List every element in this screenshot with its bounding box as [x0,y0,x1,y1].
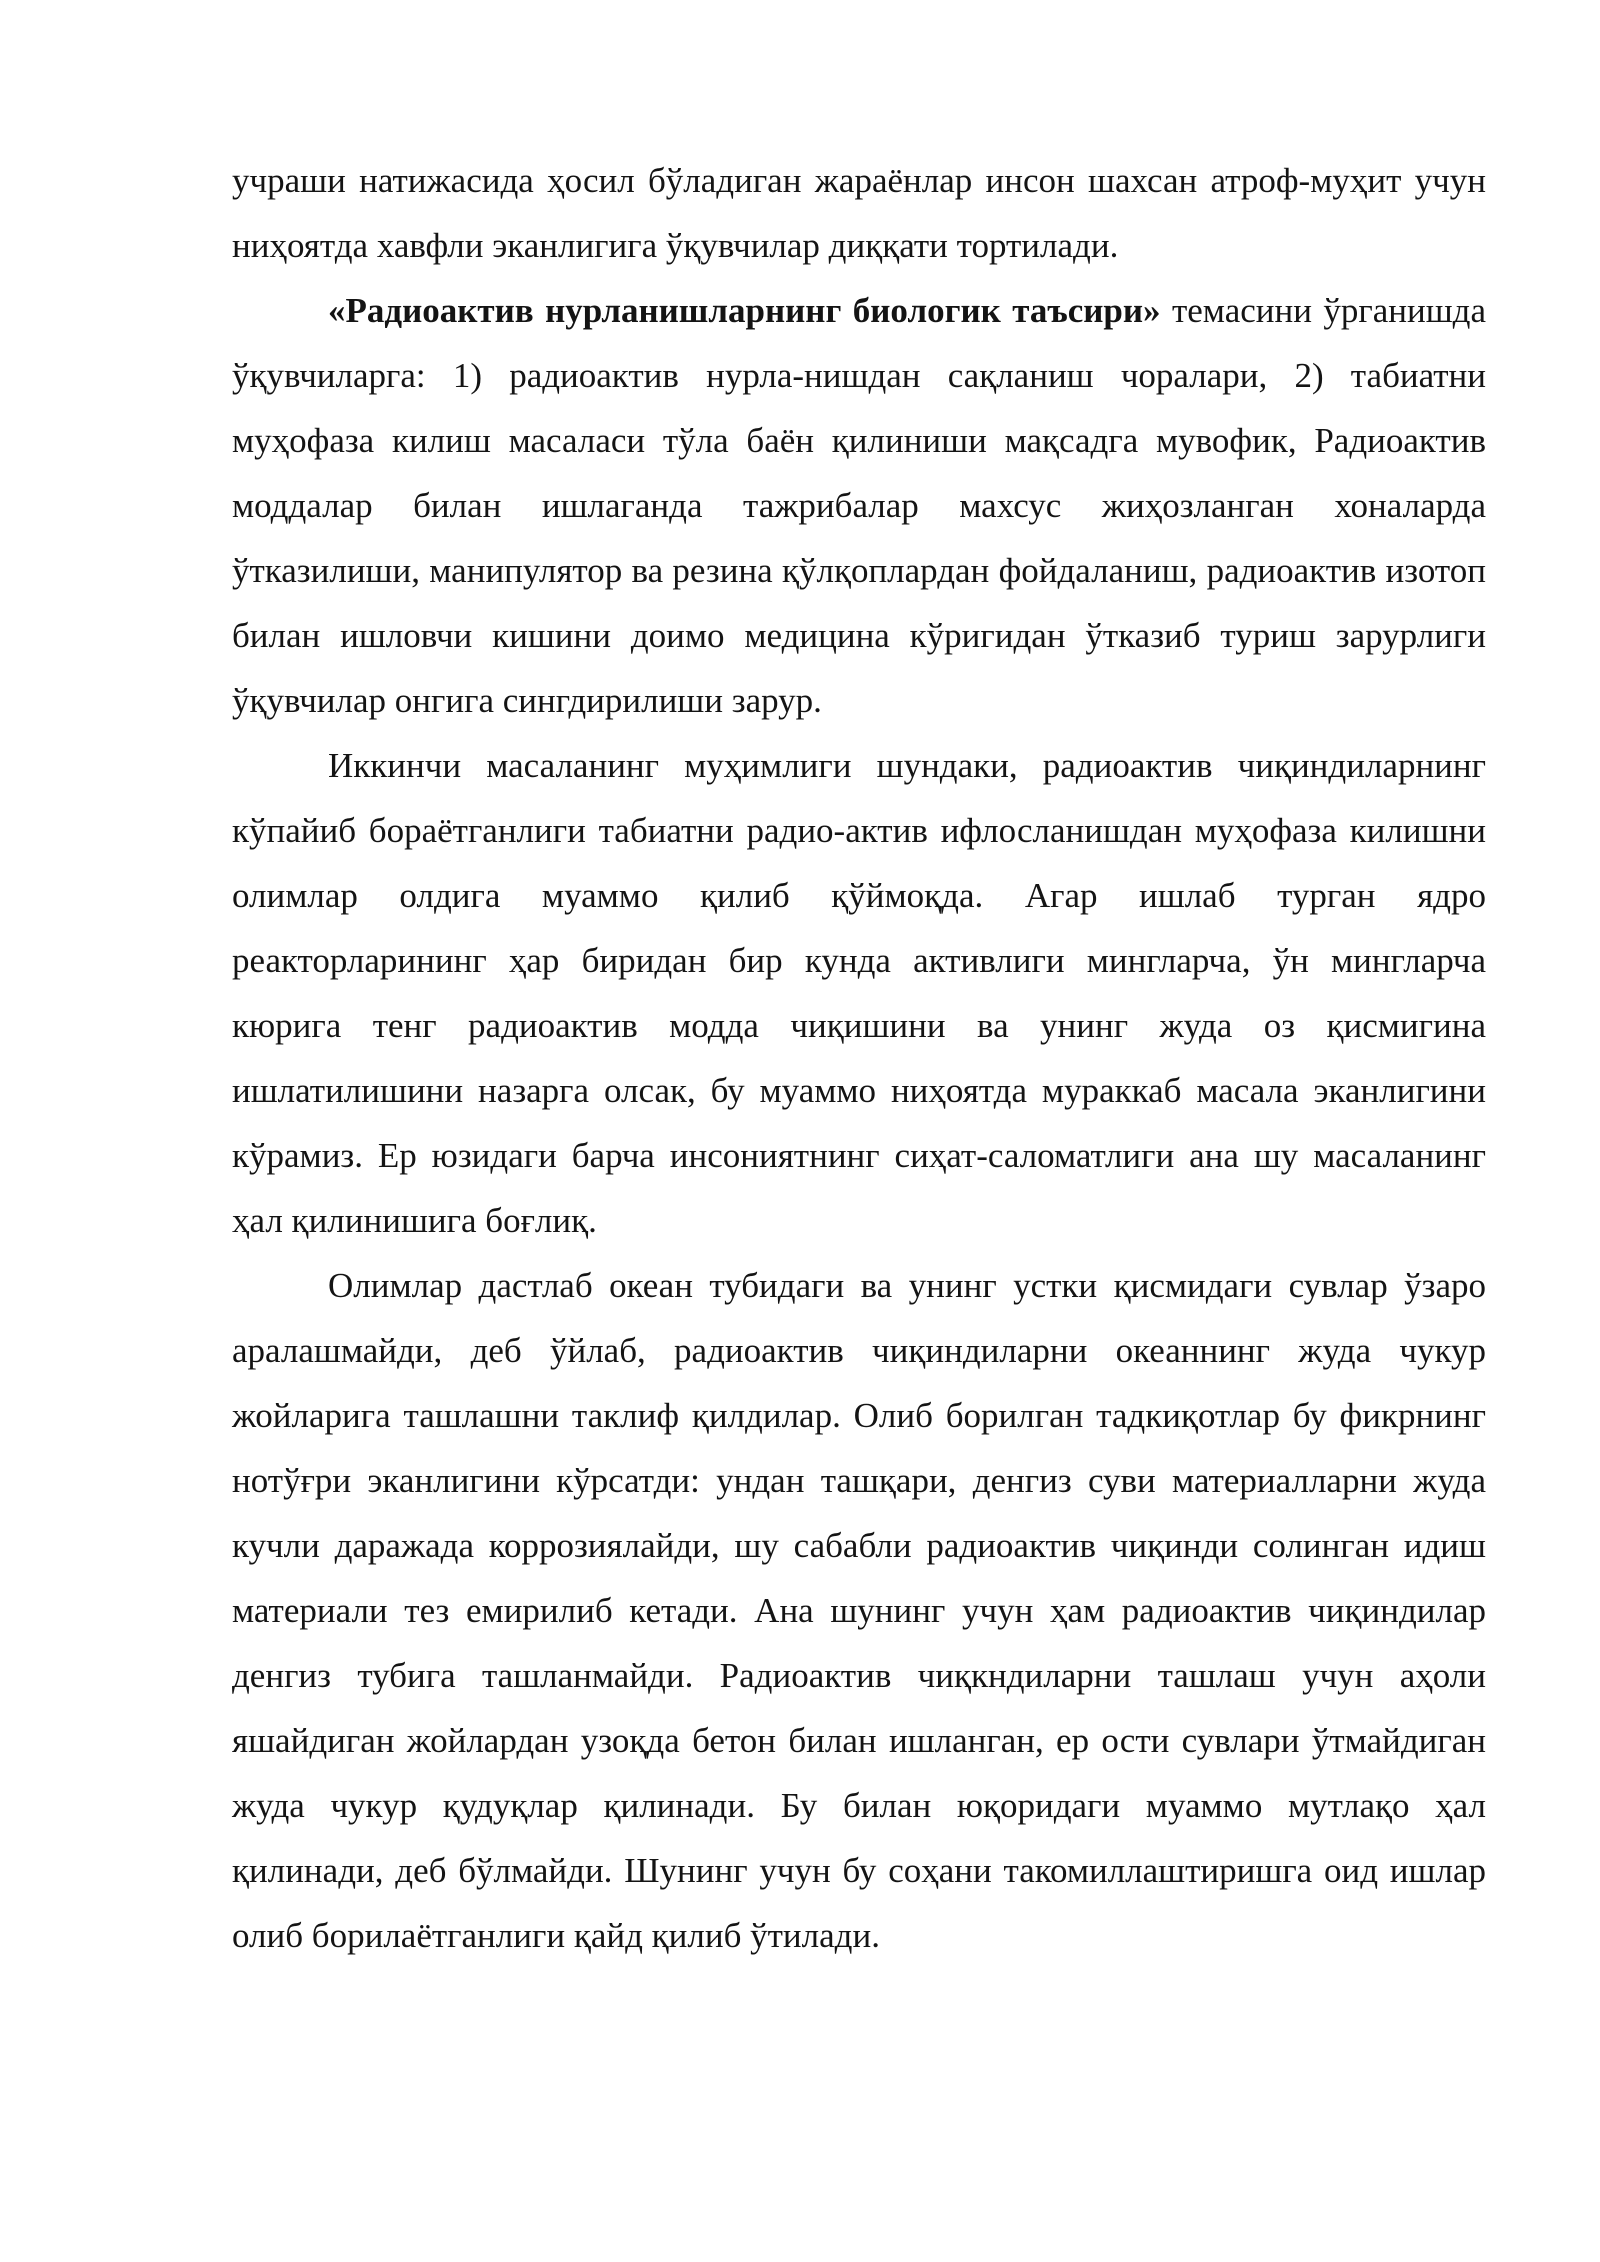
paragraph-text: Иккинчи масаланинг муҳимлиги шундаки, радиоактив чиқиндиларнинг кўпайиб бораётганлиги табиатни радио-актив ифлосланишдан муҳофаза килишни олимлар олдига муаммо қилиб қўймоқда. Агар ишлаб турган ядро реакторларининг ҳар биридан бир кунда активлиги мингларча, ўн мингларча кюрига тенг радиоактив модда чиқишини ва унинг жуда оз қисмигина ишлатилишини назарга олсак, бу муаммо ниҳоятда мураккаб масала эканлигини кўрамиз. Ер юзидаги барча инсониятнинг сиҳат-саломатлиги ана шу масаланинг ҳал қилинишига боғлиқ. [232,746,1486,1240]
paragraph-text: Олимлар дастлаб океан тубидаги ва унинг устки қисмидаги сувлар ўзаро аралашмайди, деб ўйлаб, радиоактив чиқиндиларни океаннинг жуда чукур жойларига ташлашни таклиф қилдилар. Олиб борилган тадкиқотлар бу фикрнинг нотўғри эканлигини кўрсатди: ундан ташқари, денгиз суви материалларни жуда кучли даражада коррозиялайди, шу сабабли радиоактив чиқинди солинган идиш материали тез емирилиб кетади. Ана шунинг учун ҳам радиоактив чиқиндилар денгиз тубига ташланмайди. Радиоактив чиқкндиларни ташлаш учун аҳоли яшайдиган жойлардан узоқда бетон билан ишланган, ер ости сувлари ўтмайдиган жуда чукур қудуқлар қилинади. Бу билан юқоридаги муаммо мутлақо ҳал қилинади, деб бўлмайди. Шунинг учун бу соҳани такомиллаштиришга оид ишлар олиб борилаётганлиги қайд қилиб ўтилади. [232,1266,1486,1955]
paragraph-second-issue [232,733,1486,1253]
body-text [232,148,1486,1968]
paragraph-ocean-disposal [232,1253,1486,1968]
paragraph-text: темасини ўрганишда ўқувчиларга: 1) радиоактив нурла-нишдан сақланиш чоралари, 2) табиатни муҳофаза килиш масаласи тўла баён қилиниши мақсадга мувофик, Радиоактив моддалар билан ишлаганда тажрибалар махсус жиҳозланган хоналарда ўтказилиши, манипулятор ва резина қўлқоплардан фойдаланиш, радиоактив изотоп билан ишловчи кишини доимо медицина кўригидан ўтказиб туриш зарурлиги ўқувчилар онгига сингдирилиши зарур. [232,291,1486,720]
paragraph-text: учраши натижасида ҳосил бўладиган жараёнлар инсон шахсан атроф-муҳит учун ниҳоятда хавфли эканлигига ўқувчилар диққати тортилади. [232,161,1486,265]
topic-title-bold: «Радиоактив нурланишларнинг биологик таъсири» [328,291,1161,330]
paragraph-continuation [232,148,1486,278]
paragraph-radioactive-effects [232,278,1486,733]
